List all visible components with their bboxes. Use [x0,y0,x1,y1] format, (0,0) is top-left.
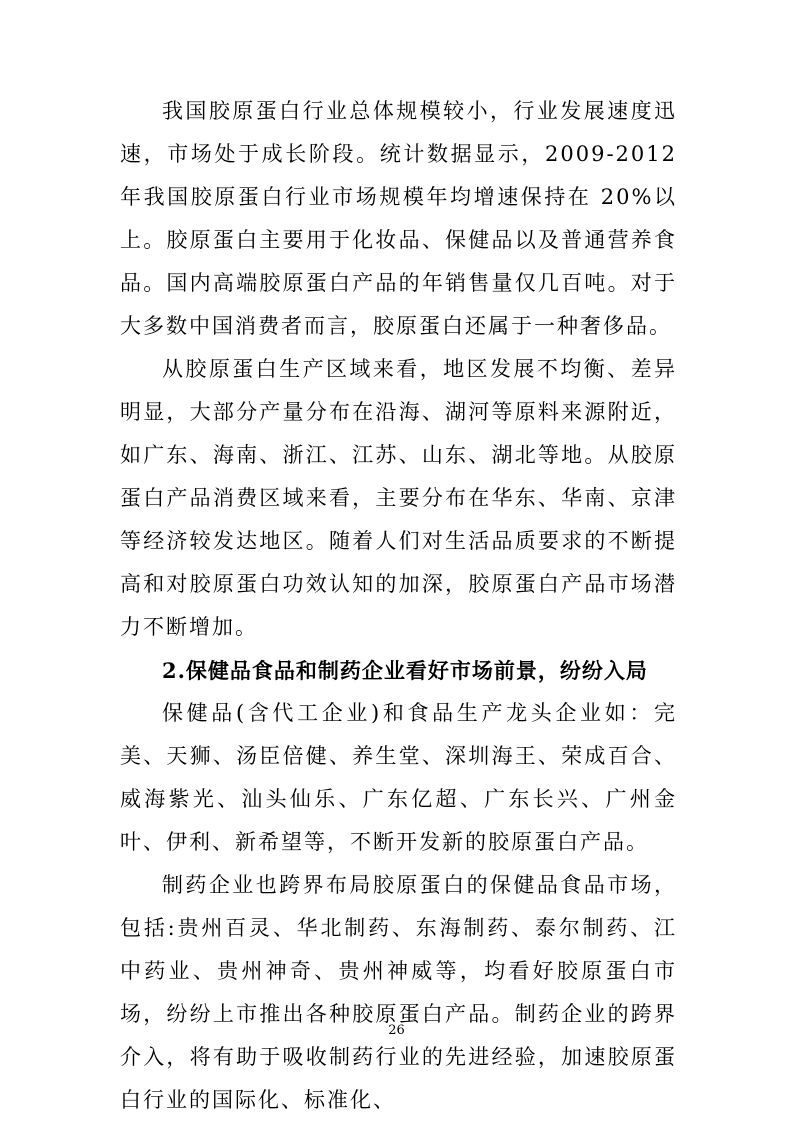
paragraph-pharma-companies: 制药企业也跨界布局胶原蛋白的保健品食品市场，包括:贵州百灵、华北制药、东海制药、泰尔制药、江中药业、贵州神奇、贵州神威等，均看好胶原蛋白市场，纷纷上市推出各种胶原蛋白产品。制药企业的跨界介入，将有助于吸收制药行业的先进经验，加速胶原蛋白行业的国际化、标准化、 [120,873,677,1112]
paragraph-health-food-companies: 保健品(含代工企业)和食品生产龙头企业如：完美、天狮、汤臣倍健、养生堂、深圳海王、荣成百合、威海紫光、汕头仙乐、广东亿超、广东长兴、广州金叶、伊利、新希望等，不断开发新的胶原蛋白产品。 [120,701,677,854]
page-number: 26 [388,1023,405,1038]
section-heading-2: 2.保健品食品和制药企业看好市场前景，纷纷入局 [162,658,648,683]
document-body [120,90,677,1122]
paragraph-production-regions: 从胶原蛋白生产区域来看，地区发展不均衡、差异明显，大部分产量分布在沿海、湖河等原料来源附近，如广东、海南、浙江、江苏、山东、湖北等地。从胶原蛋白产品消费区域来看，主要分布在华东、华南、京津等经济较发达地区。随着人们对生活品质要求的不断提高和对胶原蛋白功效认知的加深，胶原蛋白产品市场潜力不断增加。 [120,357,677,639]
paragraph-industry-scale: 我国胶原蛋白行业总体规模较小，行业发展速度迅速，市场处于成长阶段。统计数据显示，2009-2012 年我国胶原蛋白行业市场规模年均增速保持在 20%以上。胶原蛋白主要用于化妆品、保健品以及普通营养食品。国内高端胶原蛋白产品的年销售量仅几百吨。对于大多数中国消费者而言，胶原蛋白还属于一种奢侈品。 [120,99,677,338]
